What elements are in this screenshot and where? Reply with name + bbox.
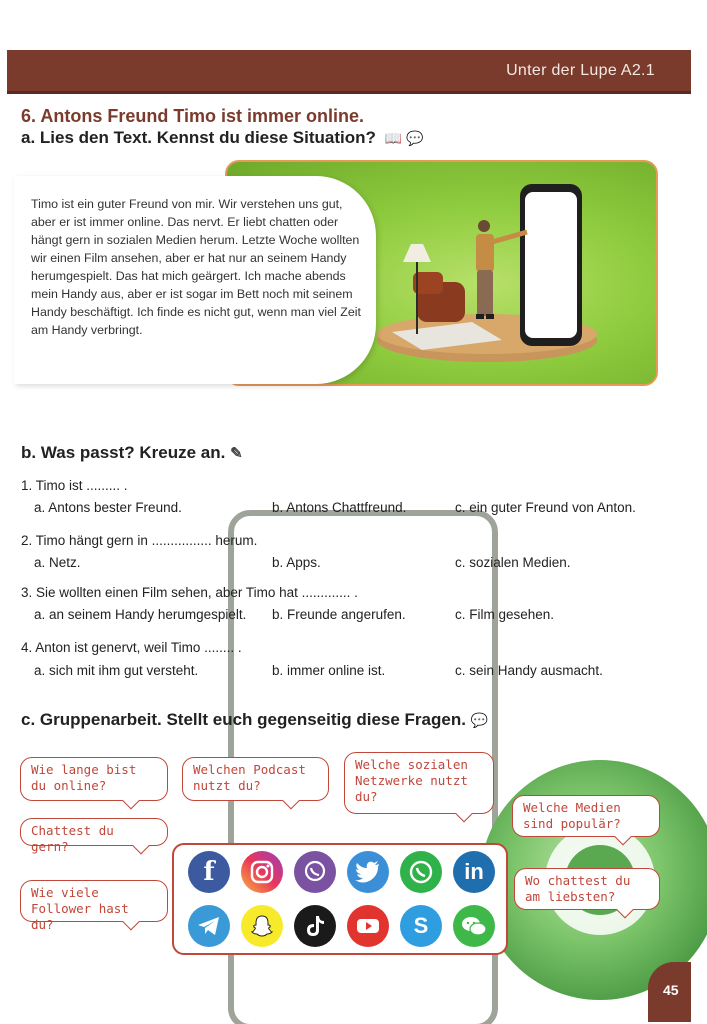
bubble-chat-preference-text: Chattest du gern?: [31, 823, 114, 854]
part-a-heading: [21, 128, 423, 148]
viber-icon: [294, 851, 336, 893]
question-1-option-b[interactable]: b. Antons Chattfreund.: [272, 500, 407, 515]
book-title: Unter der Lupe A2.1: [506, 62, 655, 79]
question-3-option-a[interactable]: a. an seinem Handy herumgespielt.: [34, 607, 247, 622]
wechat-glyph: [460, 914, 488, 938]
question-3-option-c[interactable]: c. Film gesehen.: [455, 607, 555, 622]
question-1-option-c[interactable]: c. ein guter Freund von Anton.: [455, 500, 636, 515]
reading-text: Timo ist ein guter Freund von mir. Wir verstehen uns gut, aber er ist immer online. Das nervt. Er liebt chatten oder hängt gern in sozialen Medien herum. Letzte Woche wollten wir einen Film ansehen, aber er hat nur an seinem Handy herumgespielt. Das hat mich geärgert. Ich mache abends mein Handy aus, aber er ist sogar im Bett noch mit seinem Handy beschäftigt. Ich finde es nicht gut, wenn man viel Zeit am Handy verbringt.: [31, 197, 361, 337]
snapchat-icon: [241, 905, 283, 947]
question-4-option-a[interactable]: a. sich mit ihm gut versteht.: [34, 663, 199, 678]
bubble-follower-count-text: Wie viele Follower hast du?: [31, 885, 129, 932]
question-2-option-b[interactable]: b. Apps.: [272, 555, 321, 570]
part-b-label: b. Was passt? Kreuze an.: [21, 443, 226, 462]
twitter-icon: [347, 851, 389, 893]
question-4: 4. Anton ist genervt, weil Timo ........ .: [21, 640, 242, 655]
snapchat-glyph: [250, 914, 274, 938]
book-icon: 📖: [384, 130, 403, 146]
bubble-social-networks-text: Welche sozialen Netzwerke nutzt du?: [355, 757, 468, 804]
whatsapp-icon: [400, 851, 442, 893]
bubble-online-time-text: Wie lange bist du online?: [31, 762, 137, 793]
question-4-option-b[interactable]: b. immer online ist.: [272, 663, 386, 678]
question-3: 3. Sie wollten einen Film sehen, aber Timo hat ............. .: [21, 585, 358, 600]
question-3-option-b[interactable]: b. Freunde angerufen.: [272, 607, 406, 622]
question-1: 1. Timo ist ......... .: [21, 478, 128, 493]
youtube-icon: [347, 905, 389, 947]
bubble-tail: [133, 838, 150, 855]
viber-glyph: [302, 859, 328, 885]
bubble-podcast-text: Welchen Podcast nutzt du?: [193, 762, 306, 793]
part-c-heading: [21, 710, 488, 730]
speech-bubble-icon: 💬: [470, 712, 489, 728]
bubble-tail: [123, 793, 140, 810]
bubble-online-time: [20, 757, 168, 801]
page-number-tab: [648, 962, 691, 1022]
part-c-label: c. Gruppenarbeit. Stellt euch gegenseitig diese Fragen.: [21, 710, 466, 729]
bubble-podcast: [182, 757, 329, 801]
bubble-follower-count: [20, 880, 168, 932]
youtube-glyph: [355, 916, 381, 936]
wechat-icon: [453, 905, 495, 947]
part-b-heading: [21, 443, 243, 463]
linkedin-icon: in: [453, 851, 495, 893]
question-2-option-a[interactable]: a. Netz.: [34, 555, 81, 570]
pencil-icon: ✎: [230, 445, 243, 462]
instagram-icon: [241, 851, 283, 893]
bubble-chat-preference: [20, 818, 168, 854]
bubble-favorite-chat-place-text: Wo chattest du am liebsten?: [525, 873, 631, 904]
question-1-option-a[interactable]: a. Antons bester Freund.: [34, 500, 182, 515]
header-banner: [7, 50, 691, 94]
instagram-glyph: [249, 859, 275, 885]
page-number: 45: [663, 982, 679, 998]
telegram-glyph: [196, 914, 222, 938]
bubble-tail: [123, 914, 140, 931]
question-2: 2. Timo hängt gern in ................ herum.: [21, 533, 258, 548]
tiktok-icon: [294, 905, 336, 947]
question-2-option-c[interactable]: c. sozialen Medien.: [455, 555, 571, 570]
social-media-icons-panel: [172, 843, 508, 955]
speech-bubble-icon: 💬: [406, 130, 424, 146]
reading-text-box: [14, 176, 376, 384]
exercise-title: 6. Antons Freund Timo ist immer online.: [21, 106, 365, 126]
twitter-glyph: [355, 861, 381, 883]
bubble-popular-media-text: Welche Medien sind populär?: [523, 800, 621, 831]
question-4-option-c[interactable]: c. sein Handy ausmacht.: [455, 663, 603, 678]
whatsapp-glyph: [408, 859, 434, 885]
telegram-icon: [188, 905, 230, 947]
bubble-social-networks: [344, 752, 494, 814]
part-a-label: a. Lies den Text. Kennst du diese Situation?: [21, 128, 376, 147]
tiktok-glyph: [304, 914, 326, 938]
facebook-icon: f: [188, 851, 230, 893]
skype-icon: S: [400, 905, 442, 947]
bubble-favorite-chat-place: [514, 868, 660, 910]
bubble-popular-media: [512, 795, 660, 837]
